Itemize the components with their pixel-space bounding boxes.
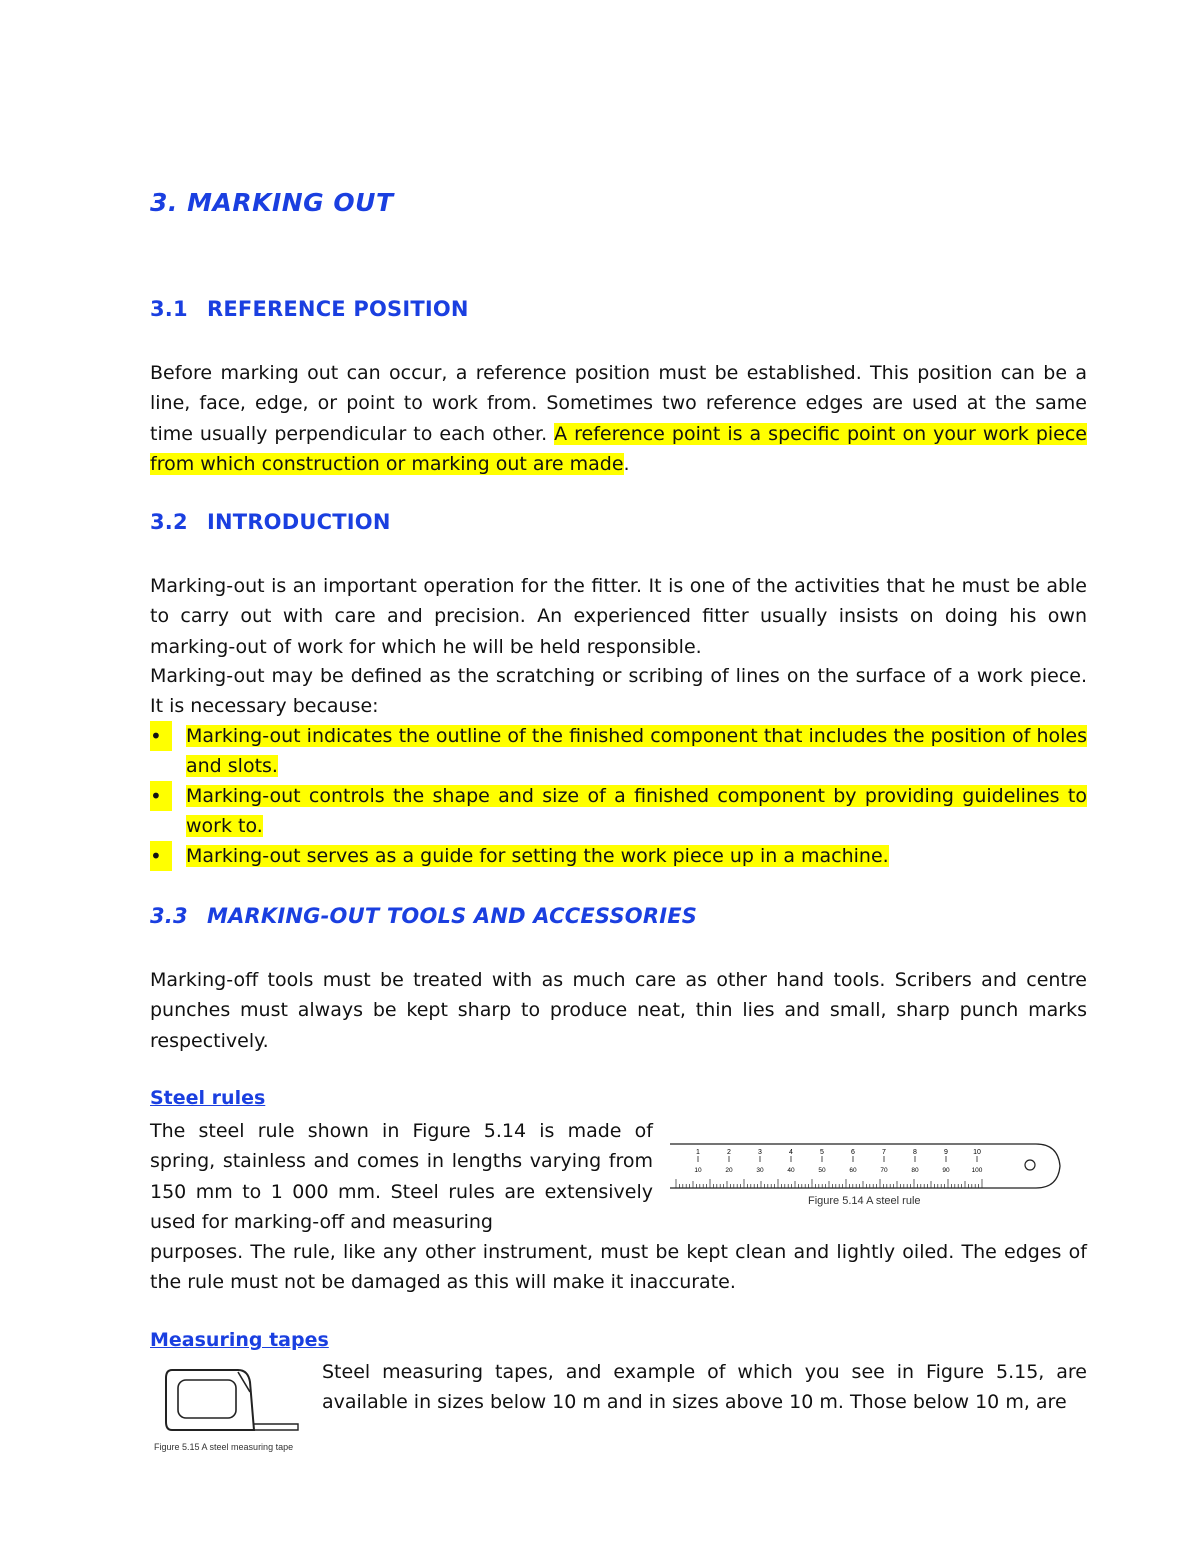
ruler-bottom-tick-label: 60 (849, 1167, 857, 1174)
introduction-paragraph-1: Marking-out is an important operation for the fitter. It is one of the activities that he must be able to carry out with care and precision. An experienced fitter usually insists on doing his own marking-out of work for which he will be held responsible. (150, 575, 1087, 658)
ruler-top-tick-label: 9 (944, 1149, 948, 1156)
list-item (150, 781, 1087, 841)
ruler-bottom-tick-label: 80 (911, 1167, 919, 1174)
figure-caption: Figure 5.15 A steel measuring tape (154, 1442, 294, 1452)
ruler-bottom-tick-label: 20 (725, 1167, 733, 1174)
ruler-top-tick-label: 5 (820, 1149, 824, 1156)
reference-paragraph (150, 358, 1087, 479)
hang-hole-icon (1025, 1160, 1035, 1170)
subheading-steel-rules: Steel rules (150, 1087, 266, 1109)
heading-reference-position (150, 297, 469, 321)
heading-text: MARKING-OUT TOOLS AND ACCESSORIES (207, 904, 698, 928)
figure-caption: Figure 5.14 A steel rule (808, 1195, 921, 1207)
ruler-bottom-tick-label: 100 (971, 1167, 983, 1174)
reasons-list (150, 721, 1087, 871)
ruler-top-tick-label: 1 (696, 1149, 700, 1156)
ruler-top-tick-label: 4 (789, 1149, 793, 1156)
reference-highlight: A reference point is a specific point on your work piece from which construction or marking out are made (150, 422, 1087, 475)
ruler-bottom-scale (694, 1167, 982, 1174)
bullet-icon: • (150, 781, 172, 811)
tape-case-icon (166, 1370, 298, 1430)
subheading-measuring-tapes: Measuring tapes (150, 1329, 329, 1351)
ruler-top-tick-label: 2 (727, 1149, 731, 1156)
heading-number: 3.3 (150, 904, 188, 928)
heading-number: 3.1 (150, 297, 188, 321)
list-item-text: Marking-out controls the shape and size of a finished component by providing guidelines to work to. (186, 785, 1087, 837)
ruler-top-tick-label: 6 (851, 1149, 855, 1156)
bullet-icon: • (150, 841, 172, 871)
ruler-top-tick-label: 3 (758, 1149, 762, 1156)
heading-number: 3.2 (150, 510, 188, 534)
measuring-tape-figure (150, 1362, 310, 1454)
ruler-bottom-tick-label: 30 (756, 1167, 764, 1174)
ruler-top-scale (696, 1149, 981, 1162)
list-item-text: Marking-out serves as a guide for setting the work piece up in a machine. (186, 845, 889, 867)
ruler-bottom-tick-label: 90 (942, 1167, 950, 1174)
heading-text: INTRODUCTION (207, 510, 391, 534)
measuring-tapes-text: Steel measuring tapes, and example of which you see in Figure 5.15, are available in sizes below 10 m and in sizes above 10 m. Those below 10 m, are (322, 1361, 1087, 1414)
tools-paragraph: Marking-off tools must be treated with as much care as other hand tools. Scribers and centre punches must always be kept sharp to produce neat, thin lies and small, sharp punch marks respectively. (150, 969, 1087, 1052)
ruler-minor-ticks (676, 1179, 982, 1188)
ruler-bottom-tick-label: 70 (880, 1167, 888, 1174)
ruler-top-tick-label: 8 (913, 1149, 917, 1156)
list-item (150, 721, 1087, 781)
section-title: 3. MARKING OUT (150, 188, 394, 217)
ruler-top-tick-label: 7 (882, 1149, 886, 1156)
ruler-bottom-tick-label: 40 (787, 1167, 795, 1174)
reference-text-end: . (623, 452, 630, 475)
steel-rule-figure (668, 1136, 1078, 1210)
heading-marking-out-tools (150, 904, 697, 928)
list-item (150, 841, 1087, 871)
ruler-bottom-tick-label: 50 (818, 1167, 826, 1174)
steel-rules-text: purposes. The rule, like any other instrument, must be kept clean and lightly oiled. The edges of the rule must not be damaged as this will make it inaccurate. (150, 1241, 1087, 1294)
ruler-bottom-tick-label: 10 (694, 1167, 702, 1174)
heading-introduction (150, 510, 391, 534)
bullet-icon: • (150, 721, 172, 751)
steel-rules-wrapped-text: The steel rule shown in Figure 5.14 is made of spring, stainless and comes in lengths varying from 150 mm to 1 000 mm. Steel rules are extensively used for marking-off and measuring (150, 1120, 653, 1233)
ruler-top-tick-label: 10 (973, 1149, 981, 1156)
heading-text: REFERENCE POSITION (207, 297, 469, 321)
list-item-text: Marking-out indicates the outline of the finished component that includes the position of holes and slots. (186, 725, 1087, 777)
reference-text: Before marking out can occur, a reference position must be established. This position can be a line, face, edge, or point to work from. Sometimes two reference edges are used at the same time usually perpendicular to each other. (150, 362, 1087, 445)
introduction-paragraph-2: Marking-out may be defined as the scratching or scribing of lines on the surface of a work piece. It is necessary because: (150, 665, 1087, 718)
